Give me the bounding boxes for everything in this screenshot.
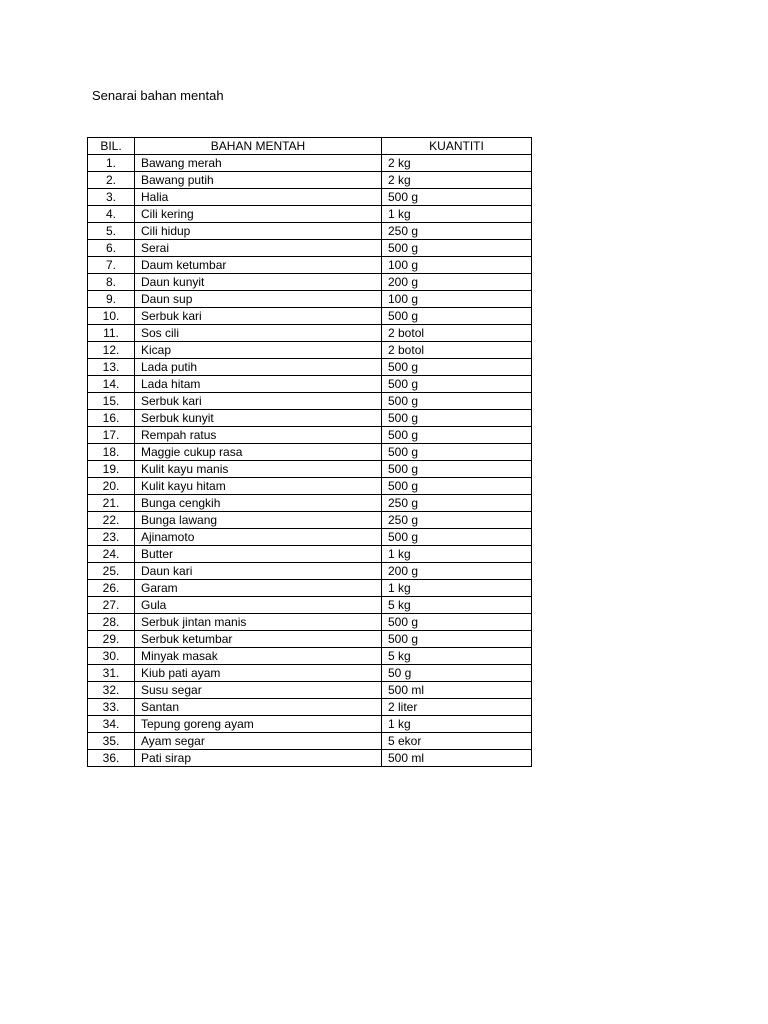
ingredient-quantity: 2 botol	[382, 325, 532, 342]
row-number: 12.	[88, 342, 135, 359]
ingredient-name: Daun sup	[135, 291, 382, 308]
ingredient-name: Cili kering	[135, 206, 382, 223]
ingredient-name: Daum ketumbar	[135, 257, 382, 274]
ingredient-quantity: 500 g	[382, 444, 532, 461]
ingredient-name: Sos cili	[135, 325, 382, 342]
table-row	[88, 393, 532, 410]
row-number: 17.	[88, 427, 135, 444]
row-number: 4.	[88, 206, 135, 223]
row-number: 29.	[88, 631, 135, 648]
table-row	[88, 478, 532, 495]
table-row	[88, 461, 532, 478]
ingredient-quantity: 50 g	[382, 665, 532, 682]
ingredient-name: Minyak masak	[135, 648, 382, 665]
table-row	[88, 444, 532, 461]
table-row	[88, 495, 532, 512]
row-number: 9.	[88, 291, 135, 308]
table-row	[88, 155, 532, 172]
ingredient-name: Ayam segar	[135, 733, 382, 750]
ingredient-name: Ajinamoto	[135, 529, 382, 546]
row-number: 21.	[88, 495, 135, 512]
ingredient-name: Kulit kayu hitam	[135, 478, 382, 495]
table-row	[88, 274, 532, 291]
ingredient-name: Serbuk kari	[135, 308, 382, 325]
table-row	[88, 325, 532, 342]
ingredient-quantity: 500 ml	[382, 750, 532, 767]
ingredients-table	[87, 137, 532, 767]
row-number: 23.	[88, 529, 135, 546]
ingredient-name: Kiub pati ayam	[135, 665, 382, 682]
ingredient-name: Pati sirap	[135, 750, 382, 767]
table-row	[88, 563, 532, 580]
ingredient-name: Bawang putih	[135, 172, 382, 189]
row-number: 10.	[88, 308, 135, 325]
table-row	[88, 223, 532, 240]
row-number: 1.	[88, 155, 135, 172]
row-number: 25.	[88, 563, 135, 580]
ingredient-quantity: 5 kg	[382, 597, 532, 614]
ingredient-name: Halia	[135, 189, 382, 206]
row-number: 32.	[88, 682, 135, 699]
table-row	[88, 648, 532, 665]
ingredient-quantity: 2 kg	[382, 155, 532, 172]
table-row	[88, 716, 532, 733]
ingredient-quantity: 500 g	[382, 529, 532, 546]
table-row	[88, 682, 532, 699]
ingredient-name: Serbuk kunyit	[135, 410, 382, 427]
row-number: 31.	[88, 665, 135, 682]
table-row	[88, 733, 532, 750]
table-row	[88, 597, 532, 614]
ingredient-quantity: 500 g	[382, 308, 532, 325]
table-row	[88, 427, 532, 444]
ingredient-name: Serbuk ketumbar	[135, 631, 382, 648]
row-number: 24.	[88, 546, 135, 563]
ingredient-quantity: 500 g	[382, 614, 532, 631]
table-row	[88, 257, 532, 274]
table-row	[88, 376, 532, 393]
row-number: 30.	[88, 648, 135, 665]
ingredient-quantity: 500 g	[382, 240, 532, 257]
ingredient-quantity: 500 g	[382, 410, 532, 427]
row-number: 35.	[88, 733, 135, 750]
ingredient-name: Butter	[135, 546, 382, 563]
ingredient-name: Daun kari	[135, 563, 382, 580]
table-row	[88, 750, 532, 767]
table-row	[88, 546, 532, 563]
ingredient-quantity: 1 kg	[382, 580, 532, 597]
row-number: 3.	[88, 189, 135, 206]
ingredient-name: Rempah ratus	[135, 427, 382, 444]
ingredient-name: Serai	[135, 240, 382, 257]
table-row	[88, 240, 532, 257]
row-number: 18.	[88, 444, 135, 461]
row-number: 28.	[88, 614, 135, 631]
row-number: 14.	[88, 376, 135, 393]
ingredient-quantity: 100 g	[382, 291, 532, 308]
row-number: 15.	[88, 393, 135, 410]
row-number: 7.	[88, 257, 135, 274]
row-number: 2.	[88, 172, 135, 189]
ingredient-name: Susu segar	[135, 682, 382, 699]
table-row	[88, 359, 532, 376]
column-header-bil: BIL.	[88, 138, 135, 155]
table-row	[88, 512, 532, 529]
ingredient-quantity: 500 g	[382, 359, 532, 376]
ingredient-quantity: 500 g	[382, 189, 532, 206]
table-row	[88, 631, 532, 648]
ingredient-name: Bawang merah	[135, 155, 382, 172]
ingredient-name: Maggie cukup rasa	[135, 444, 382, 461]
table-row	[88, 580, 532, 597]
ingredient-name: Tepung goreng ayam	[135, 716, 382, 733]
ingredient-name: Serbuk jintan manis	[135, 614, 382, 631]
table-row	[88, 529, 532, 546]
ingredient-quantity: 250 g	[382, 223, 532, 240]
ingredient-name: Bunga lawang	[135, 512, 382, 529]
ingredient-quantity: 500 ml	[382, 682, 532, 699]
table-row	[88, 699, 532, 716]
row-number: 34.	[88, 716, 135, 733]
column-header-quantity: KUANTITI	[382, 138, 532, 155]
table-body	[88, 155, 532, 767]
ingredient-name: Kulit kayu manis	[135, 461, 382, 478]
row-number: 36.	[88, 750, 135, 767]
ingredient-name: Santan	[135, 699, 382, 716]
ingredient-quantity: 500 g	[382, 461, 532, 478]
ingredient-name: Kicap	[135, 342, 382, 359]
ingredient-quantity: 2 liter	[382, 699, 532, 716]
document-title: Senarai bahan mentah	[92, 88, 224, 103]
row-number: 26.	[88, 580, 135, 597]
ingredient-quantity: 500 g	[382, 478, 532, 495]
row-number: 33.	[88, 699, 135, 716]
ingredient-quantity: 2 botol	[382, 342, 532, 359]
row-number: 16.	[88, 410, 135, 427]
table-row	[88, 172, 532, 189]
ingredient-name: Lada hitam	[135, 376, 382, 393]
table-row	[88, 665, 532, 682]
ingredient-quantity: 500 g	[382, 631, 532, 648]
ingredient-name: Bunga cengkih	[135, 495, 382, 512]
table-header-row	[88, 138, 532, 155]
ingredient-quantity: 500 g	[382, 393, 532, 410]
ingredient-quantity: 1 kg	[382, 716, 532, 733]
ingredient-name: Gula	[135, 597, 382, 614]
ingredient-quantity: 1 kg	[382, 206, 532, 223]
table-row	[88, 342, 532, 359]
ingredient-name: Cili hidup	[135, 223, 382, 240]
table-row	[88, 206, 532, 223]
ingredient-quantity: 500 g	[382, 427, 532, 444]
row-number: 6.	[88, 240, 135, 257]
table-row	[88, 308, 532, 325]
ingredient-quantity: 500 g	[382, 376, 532, 393]
column-header-item: BAHAN MENTAH	[135, 138, 382, 155]
table-row	[88, 614, 532, 631]
ingredient-quantity: 250 g	[382, 495, 532, 512]
ingredient-quantity: 1 kg	[382, 546, 532, 563]
row-number: 19.	[88, 461, 135, 478]
row-number: 8.	[88, 274, 135, 291]
table-row	[88, 291, 532, 308]
ingredient-quantity: 200 g	[382, 563, 532, 580]
row-number: 20.	[88, 478, 135, 495]
ingredient-name: Garam	[135, 580, 382, 597]
ingredient-quantity: 250 g	[382, 512, 532, 529]
ingredient-quantity: 100 g	[382, 257, 532, 274]
ingredient-quantity: 5 ekor	[382, 733, 532, 750]
ingredient-quantity: 200 g	[382, 274, 532, 291]
ingredient-quantity: 2 kg	[382, 172, 532, 189]
ingredient-name: Daun kunyit	[135, 274, 382, 291]
table-row	[88, 410, 532, 427]
table-row	[88, 189, 532, 206]
row-number: 11.	[88, 325, 135, 342]
row-number: 22.	[88, 512, 135, 529]
row-number: 5.	[88, 223, 135, 240]
row-number: 13.	[88, 359, 135, 376]
ingredient-name: Lada putih	[135, 359, 382, 376]
ingredient-name: Serbuk kari	[135, 393, 382, 410]
row-number: 27.	[88, 597, 135, 614]
ingredient-quantity: 5 kg	[382, 648, 532, 665]
